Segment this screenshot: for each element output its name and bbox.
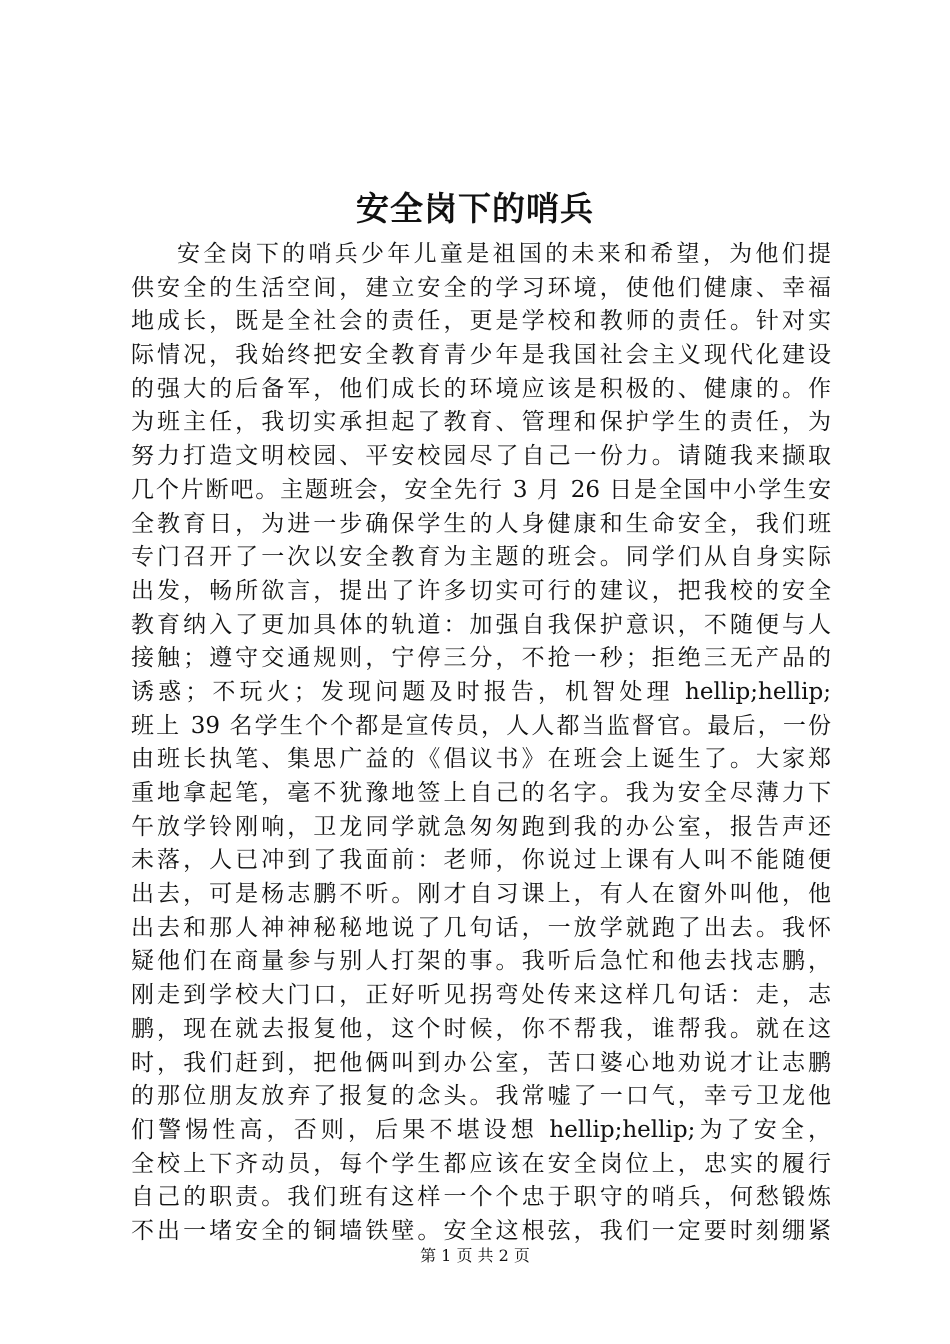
body-line: 的强大的后备军，他们成长的环境应该是积极的、健康的。作 [131, 375, 831, 402]
body-line: 诱惑；不玩火；发现问题及时报告，机智处理 hellip;hellip; [131, 678, 831, 705]
body-line: 重地拿起笔，毫不犹豫地签上自己的名字。我为安全尽薄力下 [131, 780, 831, 806]
body-line: 接触；遵守交通规则，宁停三分，不抢一秒；拒绝三无产品的 [131, 645, 831, 672]
body-line: 出去和那人神神秘秘地说了几句话，一放学就跑了出去。我怀 [131, 914, 831, 941]
body-line: 际情况，我始终把安全教育青少年是我国社会主义现代化建设 [131, 342, 831, 369]
body-line: 地成长，既是全社会的责任，更是学校和教师的责任。针对实 [131, 308, 831, 335]
body-line: 鹏，现在就去报复他，这个时候，你不帮我，谁帮我。就在这 [131, 1015, 831, 1042]
body-line: 供安全的生活空间，建立安全的学习环境，使他们健康、幸福 [131, 274, 831, 301]
body-line: 们警惕性高，否则，后果不堪设想 hellip;hellip;为了安全， [131, 1116, 831, 1143]
body-line: 的那位朋友放弃了报复的念头。我常嘘了一口气，幸亏卫龙他 [131, 1083, 831, 1110]
page-number-footer: 第 1 页 共 2 页 [420, 1246, 530, 1265]
body-line: 不出一堵安全的铜墙铁壁。安全这根弦，我们一定要时刻绷紧 [131, 1217, 831, 1244]
body-line: 出去，可是杨志鹏不听。刚才自习课上，有人在窗外叫他，他 [131, 881, 831, 908]
body-line: 安全岗下的哨兵少年儿童是祖国的未来和希望，为他们提 [177, 241, 831, 267]
body-line: 班上 39 名学生个个都是宣传员，人人都当监督官。最后，一份 [131, 712, 831, 739]
body-line: 疑他们在商量参与别人打架的事。我听后急忙和他去找志鹏， [131, 948, 831, 975]
document-title: 安全岗下的哨兵 [356, 189, 594, 228]
body-line: 由班长执笔、集思广益的《倡议书》在班会上诞生了。大家郑 [131, 746, 831, 773]
body-line: 刚走到学校大门口，正好听见拐弯处传来这样几句话：走，志 [131, 982, 831, 1009]
body-line: 专门召开了一次以安全教育为主题的班会。同学们从自身实际 [131, 544, 831, 571]
body-line: 时，我们赶到，把他俩叫到办公室，苦口婆心地劝说才让志鹏 [131, 1049, 831, 1076]
body-line: 出发，畅所欲言，提出了许多切实可行的建议，把我校的安全 [131, 577, 831, 604]
body-line: 为班主任，我切实承担起了教育、管理和保护学生的责任，为 [131, 409, 831, 436]
body-line: 努力打造文明校园、平安校园尽了自己一份力。请随我来撷取 [131, 443, 831, 470]
body-line: 全校上下齐动员，每个学生都应该在安全岗位上，忠实的履行 [131, 1150, 831, 1177]
document-body [131, 238, 831, 1249]
body-line: 未落，人已冲到了我面前：老师，你说过上课有人叫不能随便 [131, 847, 831, 874]
body-line: 全教育日，为进一步确保学生的人身健康和生命安全，我们班 [131, 510, 831, 537]
body-line: 教育纳入了更加具体的轨道：加强自我保护意识，不随便与人 [131, 611, 831, 638]
body-line: 午放学铃刚响，卫龙同学就急匆匆跑到我的办公室，报告声还 [131, 813, 831, 840]
body-line: 自己的职责。我们班有这样一个个忠于职守的哨兵，何愁锻炼 [131, 1184, 831, 1211]
body-line: 几个片断吧。主题班会，安全先行 3 月 26 日是全国中小学生安 [131, 476, 831, 503]
